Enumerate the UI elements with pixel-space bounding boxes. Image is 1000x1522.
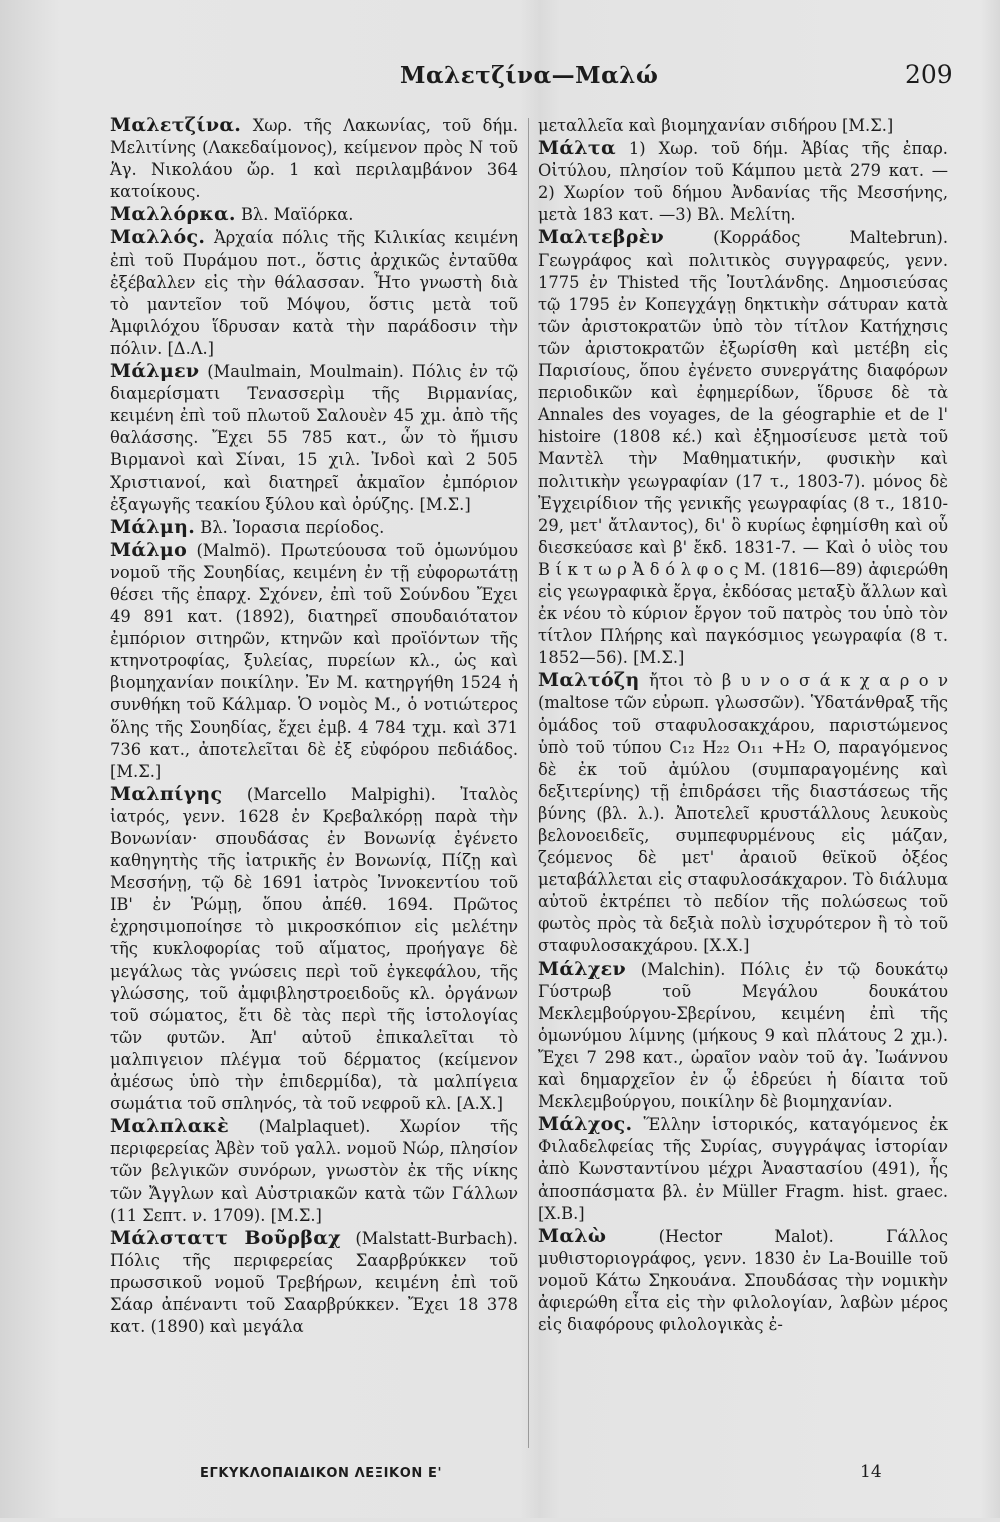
entry-headword: Μάλχεν	[538, 957, 627, 980]
page-footer	[0, 1462, 1000, 1522]
entry-text: μεταλλεῖα καὶ βιομηχανίαν σιδήρου [Μ.Σ.]	[538, 116, 894, 135]
entry-text: (Maulmain, Moulmain). Πόλις ἐν τῷ διαμερίσματι Τενασσερὶμ τῆς Βιρμανίας, κειμένη ἐπὶ τοῦ πλωτοῦ Σαλουὲν 45 χμ. ἀπὸ τῆς θαλάσσης. Ἔχει 55 785 κατ., ὧν τὸ ἥμισυ Βιρμανοὶ καὶ Σίναι, 15 χιλ. Ἰνδοὶ καὶ 2 505 Χριστιανοί, καὶ διατηρεῖ ἀκμαῖον ἐμπόριον ἐξαγωγῆς τεακίου ξύλου καὶ ὀρύζης. [Μ.Σ.]	[110, 362, 518, 514]
running-head: Μαλετζίνα—Μαλώ	[400, 62, 659, 89]
entry	[538, 669, 948, 957]
left-column	[110, 114, 518, 1338]
column-divider	[528, 118, 529, 1448]
entry-headword: Μαλλός.	[110, 226, 206, 249]
entry	[110, 539, 518, 783]
entry-headword: Μάλχος.	[538, 1113, 633, 1136]
entry	[110, 360, 518, 516]
entry-text: Ἀρχαία πόλις τῆς Κιλικίας κειμένη ἐπὶ τοῦ Πυράμου ποτ., ὅστις ἀρχικῶς ἐνταῦθα ἐξέβαλλεν εἰς τὴν θάλασσαν. Ἦτο γνωστὴ διὰ τὸ μαντεῖον τοῦ Μόψου, ὅστις μετὰ τοῦ Ἀμφιλόχου ἵδρυσαν κατὰ τὴν παράδοσιν τὴν πόλιν. [Δ.Λ.]	[110, 228, 518, 358]
right-column	[538, 114, 948, 1336]
entry-headword: Μαλτεβρὲν	[538, 226, 664, 249]
printer-signature: ΕΓΚΥΚΛΟΠΑΙΔΙΚΟΝ ΛΕΞΙΚΟΝ Ε'	[200, 1466, 443, 1481]
entry-text: Χωρ. τῆς Λακωνίας, τοῦ δήμ. Μελιτίνης (Λακεδαίμονος), κείμενον πρὸς Ν τοῦ Ἁγ. Νικολάου ὤρ. 1 καὶ περιλαμβάνον 364 κατοίκους.	[110, 116, 518, 202]
entry-headword: Μαλλόρκα.	[110, 203, 236, 226]
entry	[538, 114, 948, 137]
entry	[538, 1225, 948, 1336]
entry	[110, 114, 518, 203]
entry-text: (Malmö). Πρωτεύουσα τοῦ ὁμωνύμου νομοῦ τῆς Σουηδίας, κειμένη ἐν τῇ εὐφορωτάτῃ θέσει τῆς ἐπαρχ. Σχόνεν, ἐπὶ τοῦ Σούνδου Ἔχει 49 891 κατ. (1892), διατηρεῖ σπουδαιότατον ἐμπόριον σιτηρῶν, κτηνῶν καὶ προϊόντων τῆς κτηνοτροφίας, ξυλείας, πυρείων κλ., ὡς καὶ βιομηχανίαν ποικίλην. Ἐν Μ. κατηργήθη 1524 ἡ συνθήκη τοῦ Κάλμαρ. Ὁ νομὸς Μ., ὁ νοτιώτερος ὅλης τῆς Σουηδίας, ἔχει ἐμβ. 4 784 τχμ. καὶ 371 736 κατ., ἀποτελεῖται δὲ ἐξ εὐφόρου πεδιάδος. [Μ.Σ.]	[110, 540, 518, 781]
entry-text: Βλ. Ἰορασια περίοδος.	[195, 517, 385, 537]
entry-text: ἤτοι τὸ β υ ν ο σ ά κ χ α ρ ο ν (maltose τῶν εὐρωπ. γλωσσῶν). Ὑδατάνθραξ τῆς ὁμάδος τοῦ σταφυλοσακχάρου, παριστώμενος ὑπὸ τοῦ τύπου C₁₂ H₂₂ O₁₁ +H₂ O, παραγόμενος δὲ ἐκ τοῦ ἀμύλου (συμπαραγομένης καὶ δεξιτερίνης) τῇ ἐπιδράσει τῆς διαστάσεως τῆς βύνης (βλ. λ.). Ἀποτελεῖ κρυστάλλους λευκοὺς βελονοειδεῖς, συμπεφυρμένους εἰς μάζαν, ζεόμενος δὲ μετ' ἀραιοῦ θεϊκοῦ ὀξέος μεταβάλλεται εἰς σταφυλοσάκχαρον. Τὸ διάλυμα αὐτοῦ ἐκτρέπει τὸ πεδίον τῆς πολώσεως τοῦ φωτὸς πρὸς τὰ δεξιὰ πολὺ ἰσχυρότερον ἢ τὸ τοῦ σταφυλοσακχάρου. [Χ.Χ.]	[538, 671, 948, 956]
sheet-number: 14	[860, 1462, 882, 1482]
entry-headword: Μαλπλακὲ	[110, 1115, 230, 1138]
entry-text: (Malstatt-Burbach). Πόλις τῆς περιφερείας Σααρβρύκκεν τοῦ πρωσσικοῦ νομοῦ Τρεβήρων, κειμένη ἐπὶ τοῦ Σάαρ ἀπέναντι τοῦ Σααρβρύκκεν. Ἔχει 18 378 κατ. (1890) καὶ μεγάλα	[110, 1228, 518, 1337]
entry-text: (Malplaquet). Χωρίον τῆς περιφερείας Ἀβὲν τοῦ γαλλ. νομοῦ Νώρ, πλησίον τῶν βελγικῶν συνόρων, γνωστὸν ἐκ τῆς νίκης τῶν Ἄγγλων καὶ Αὐστριακῶν κατὰ τῶν Γάλλων (11 Σεπτ. ν. 1709). [Μ.Σ.]	[110, 1117, 518, 1225]
entry-text: Βλ. Μαϊόρκα.	[235, 205, 354, 225]
entry-headword: Μαλὼ	[538, 1224, 607, 1247]
entry	[538, 1113, 948, 1224]
entry-headword: Μάλτα	[538, 137, 616, 160]
entry	[538, 958, 948, 1114]
entry-text: (Κορράδος Maltebrun). Γεωγράφος καὶ πολιτικὸς συγγραφεύς, γενν. 1775 ἐν Thisted τῆς Ἰουτλάνδης. Δημοσιεύσας τῷ 1795 ἐν Κοπεγχάγῃ δηκτικὴν σάτυραν κατὰ τῶν ἀριστοκρατῶν ὑπὸ τὸν τίτλον Κατήχησις τῶν ἀριστοκρατῶν ἐξωρίσθη καὶ μετέβη εἰς Παρισίους, ὅπου ἐγένετο συνεργάτης διαφόρων περιοδικῶν καὶ ἐφημερίδων, ἵδρυσε δὲ τὰ Annales des voyages, de la géographie et de l' histoire (1808 κέ.) καὶ ἐξημοσίευσε μετὰ τοῦ Μαντὲλ τὴν Μαθηματικήν, φυσικὴν καὶ πολιτικὴν γεωγραφίαν (17 τ., 1803-7). μόνος δὲ Ἐγχειρίδιον τῆς γενικῆς γεωγραφίας (8 τ., 1810-29, μετ' ἄτλαντος), δι' ὃ κυρίως ἐφημίσθη καὶ οὗ διεσκεύασε καὶ β' ἔκδ. 1831-7. — Καὶ ὁ υἱὸς του Β ί κ τ ω ρ Ἀ δ ό λ φ ο ς Μ. (1816—89) ἀφιερώθη εἰς γεωγραφικὰ ἔργα, ἐκδόσας μεταξὺ ἄλλων καὶ ἐκ νέου τὸ κύριον ἔργον τοῦ πατρὸς του ὑπὸ τὸν τίτλον Πλήρης καὶ παγκόσμιος γεωγραφία (8 τ. 1852—56). [Μ.Σ.]	[538, 228, 948, 668]
page-number: 209	[905, 60, 953, 89]
entry	[110, 783, 518, 1115]
entry	[110, 1227, 518, 1338]
entry	[110, 1115, 518, 1226]
entry	[110, 203, 518, 226]
entry-headword: Μάλσταττ Βοῦρβαχ	[110, 1226, 341, 1249]
page-header	[0, 60, 1000, 100]
entry-text: Ἕλλην ἱστορικός, καταγόμενος ἐκ Φιλαδελφείας τῆς Συρίας, συγγράψας ἱστορίαν ἀπὸ Κωνσταντίνου μέχρι Ἀναστασίου (491), ἧς ἀποσπάσματα βλ. ἐν Müller Fragm. hist. graec. [Χ.Β.]	[538, 1115, 948, 1223]
entry-headword: Μαλτόζη	[538, 669, 640, 692]
entry	[538, 226, 948, 669]
entry	[110, 516, 518, 539]
entry-headword: Μάλμεν	[110, 360, 200, 383]
entry	[538, 137, 948, 226]
entry	[110, 226, 518, 360]
entry-text: (Hector Malot). Γάλλος μυθιστοριογράφος, γενν. 1830 ἐν La-Bouille τοῦ νομοῦ Κάτω Σηκουάνα. Σπουδάσας τὴν νομικὴν ἀφιερώθη εἶτα εἰς τὴν φιλολογίαν, λαβὼν μέρος εἰς διαφόρους φιλολογικὰς ἐ-	[538, 1226, 948, 1335]
entry-headword: Μαλετζίνα.	[110, 114, 242, 136]
entry-headword: Μάλμη.	[110, 515, 196, 538]
entry-text: (Marcello Malpighi). Ἰταλὸς ἰατρός, γενν. 1628 ἐν Κρεβαλκόρῃ παρὰ τὴν Βονωνίαν· σπουδάσας ἐν Βονωνίᾳ ἐγένετο καθηγητὴς τῆς ἰατρικῆς ἐν Βονωνίᾳ, Πίζῃ καὶ Μεσσήνῃ, τῷ δὲ 1691 ἰατρὸς Ἰννοκεντίου τοῦ ΙΒ' ἐν Ῥώμῃ, ὅπου ἀπέθ. 1694. Πρῶτος ἐχρησιμοποίησε τὸ μικροσκόπιον εἰς μελέτην τῆς κυκλοφορίας τοῦ αἵματος, προήγαγε δὲ μεγάλως τὰς γνώσεις περὶ τοῦ ἐγκεφάλου, τῆς γλώσσης, τοῦ ἀμφιβληστροειδοῦς κλ. ὀργάνων τοῦ σώματος, ἔτι δὲ τὰς περὶ τῆς ἱστολογίας τῶν φυτῶν. Ἀπ' αὐτοῦ ἐπικαλεῖται τὸ μαλπιγειον πλέγμα τοῦ δέρματος (κείμενον ἀμέσως ὑπὸ τὴν ἐπιδερμίδα), τὰ μαλπίγεια σωμάτια τοῦ σπληνός, τὰ τοῦ νεφροῦ κλ. [Α.Χ.]	[110, 784, 518, 1114]
entry-headword: Μάλμο	[110, 538, 188, 561]
entry-text: (Malchin). Πόλις ἐν τῷ δουκάτῳ Γύστρωβ τοῦ Μεγάλου δουκάτου Μεκλεμβούργου-Σβερίνου, κειμένη ἐπὶ τῆς ὁμωνύμου λίμνης (μήκους 9 καὶ πλάτους 2 χμ.). Ἔχει 7 298 κατ., ὡραῖον ναὸν τοῦ ἁγ. Ἰωάννου καὶ δημαρχεῖον ἐν ᾧ ἑδρεύει ἡ δίαιτα τοῦ Μεκλεμβούργου, ποικίλην δὲ βιομηχανίαν.	[538, 959, 948, 1112]
entry-text: 1) Χωρ. τοῦ δήμ. Ἀβίας τῆς ἐπαρ. Οἰτύλου, πλησίον τοῦ Κάμπου μετὰ 279 κατ. — 2) Χωρίον τοῦ δήμου Ἀνδανίας τῆς Μεσσήνης, μετὰ 183 κατ. —3) Βλ. Μελίτη.	[538, 139, 948, 225]
entry-headword: Μαλπίγης	[110, 782, 223, 805]
